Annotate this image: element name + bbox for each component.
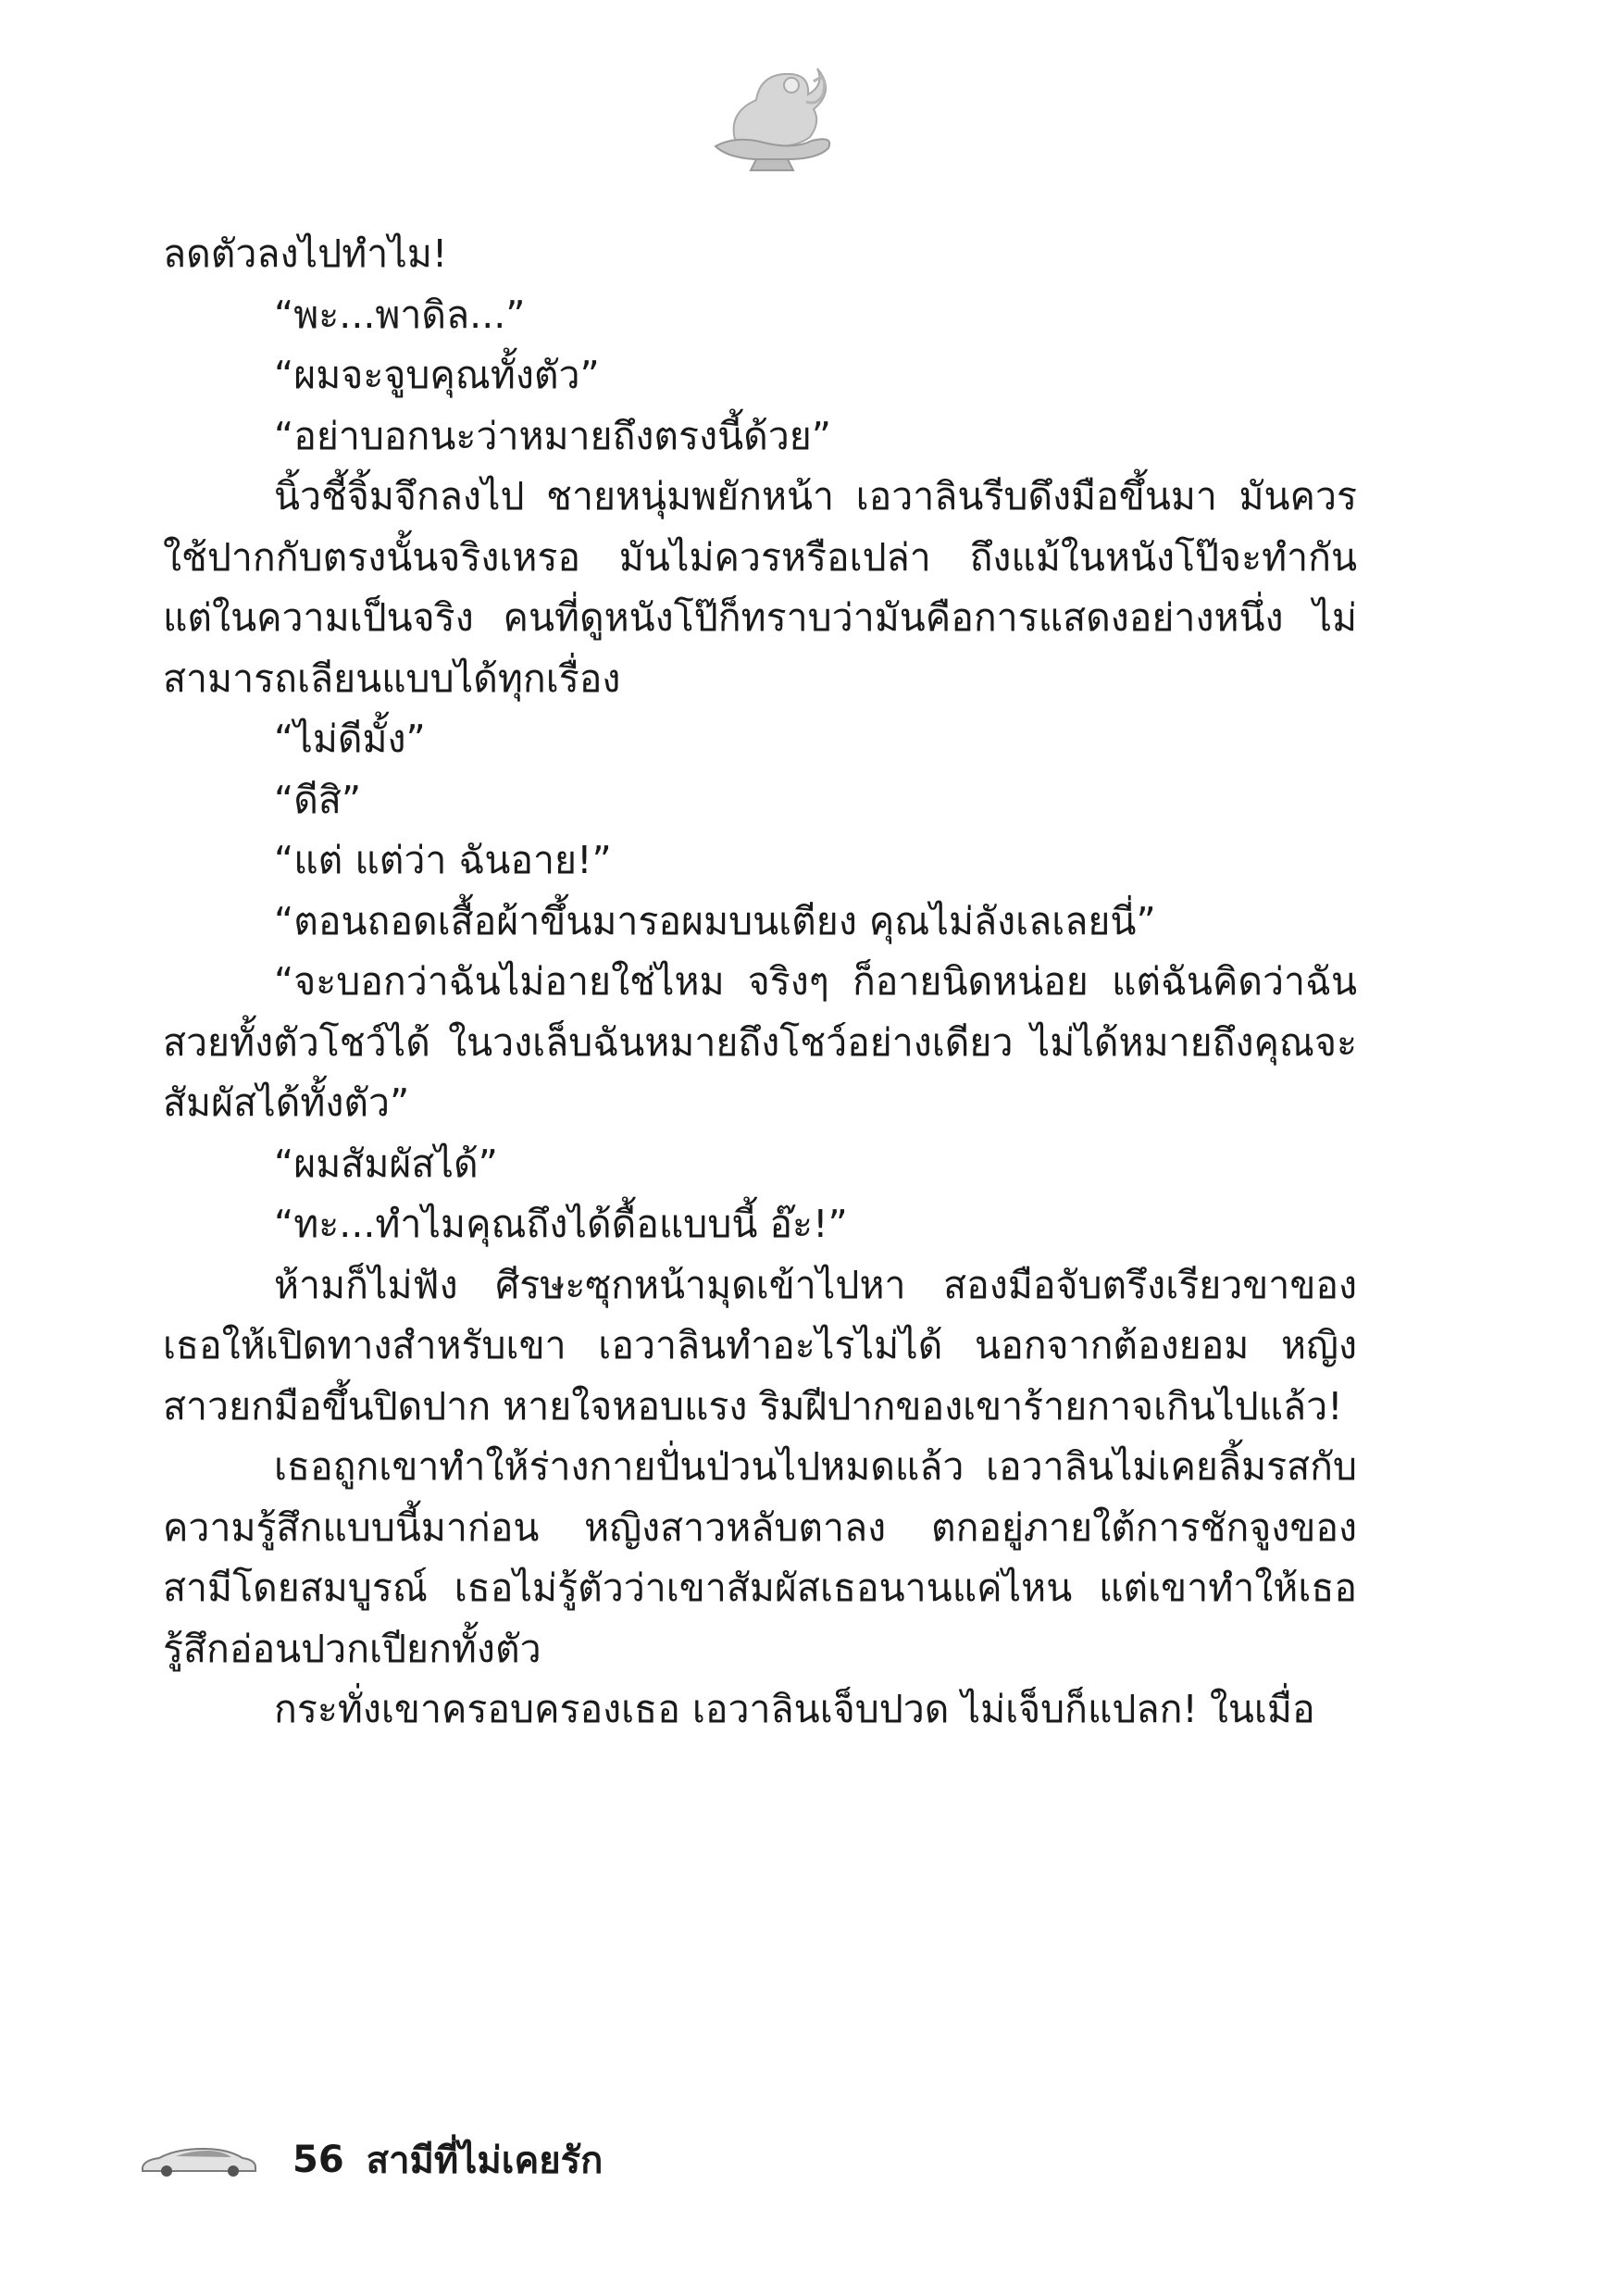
dialogue-line: “ทะ...ทำไมคุณถึงได้ดื้อแบบนี้ อ๊ะ!” (274, 1202, 848, 1246)
page-footer (139, 2128, 972, 2192)
paragraph: กระทั่งเขาครอบครองเธอ เอวาลินเจ็บปวด ไม่เจ็บก็แปลก! ในเมื่อ (274, 1687, 1315, 1731)
dialogue-line: “อย่าบอกนะว่าหมายถึงตรงนี้ด้วย” (274, 413, 832, 458)
dialogue-line: “แต่ แต่ว่า ฉันอาย!” (274, 838, 612, 882)
dialogue-line: “ตอนถอดเสื้อผ้าขึ้นมารอผมบนเตียง คุณไม่ลังเลเลยนี่” (274, 898, 1156, 943)
dialogue-line: “ผมจะจูบคุณทั้งตัว” (274, 353, 600, 397)
page-number: 56 (292, 2139, 344, 2181)
dialogue-line: “ไม่ดีมั้ง” (274, 717, 426, 761)
dialogue-line: “พะ...พาดิล...” (274, 292, 526, 337)
sports-car-icon (139, 2141, 259, 2178)
book-title: สามีที่ไม่เคยรัก (366, 2140, 604, 2182)
dialogue-paragraph: “จะบอกว่าฉันไม่อายใช่ไหม จริงๆ ก็อายนิดหน่อย แต่ฉันคิดว่าฉันสวยทั้งตัวโชว์ได้ ในวงเล็บฉันหมายถึงโชว์อย่างเดียว ไม่ได้หมายถึงคุณจะสัมผัสได้ทั้งตัว” (163, 959, 1357, 1125)
genie-lamp-icon (699, 57, 838, 176)
paragraph: นิ้วชี้จิ้มจึกลงไป ชายหนุ่มพยักหน้า เอวาลินรีบดึงมือขึ้นมา มันควรใช้ปากกับตรงนั้นจริงเหรอ มันไม่ควรหรือเปล่า ถึงแม้ในหนังโป๊จะทำกัน แต่ในความเป็นจริง คนที่ดูหนังโป๊ก็ทราบว่ามันคือการแสดงอย่างหนึ่ง ไม่สามารถเลียนแบบได้ทุกเรื่อง (163, 474, 1357, 701)
body-text (163, 224, 1357, 1741)
dialogue-line: “ผมสัมผัสได้” (274, 1141, 498, 1186)
dialogue-line: “ดีสิ” (274, 777, 362, 822)
paragraph: เธอถูกเขาทำให้ร่างกายปั่นป่วนไปหมดแล้ว เอวาลินไม่เคยลิ้มรสกับความรู้สึกแบบนี้มาก่อน หญิงสาวหลับตาลง ตกอยู่ภายใต้การชักจูงของสามีโดยสมบูรณ์ เธอไม่รู้ตัวว่าเขาสัมผัสเธอนานแค่ไหน แต่เขาทำให้เธอรู้สึกอ่อนปวกเปียกทั้งตัว (163, 1444, 1357, 1671)
paragraph: ลดตัวลงไปทำไม! (163, 231, 448, 276)
paragraph: ห้ามก็ไม่ฟัง ศีรษะซุกหน้ามุดเข้าไปหา สองมือจับตรึงเรียวขาของเธอให้เปิดทางสำหรับเขา เอวาลินทำอะไรไม่ได้ นอกจากต้องยอม หญิงสาวยกมือขึ้นปิดปาก หายใจหอบแรง ริมฝีปากของเขาร้ายกาจเกินไปแล้ว! (163, 1262, 1357, 1429)
